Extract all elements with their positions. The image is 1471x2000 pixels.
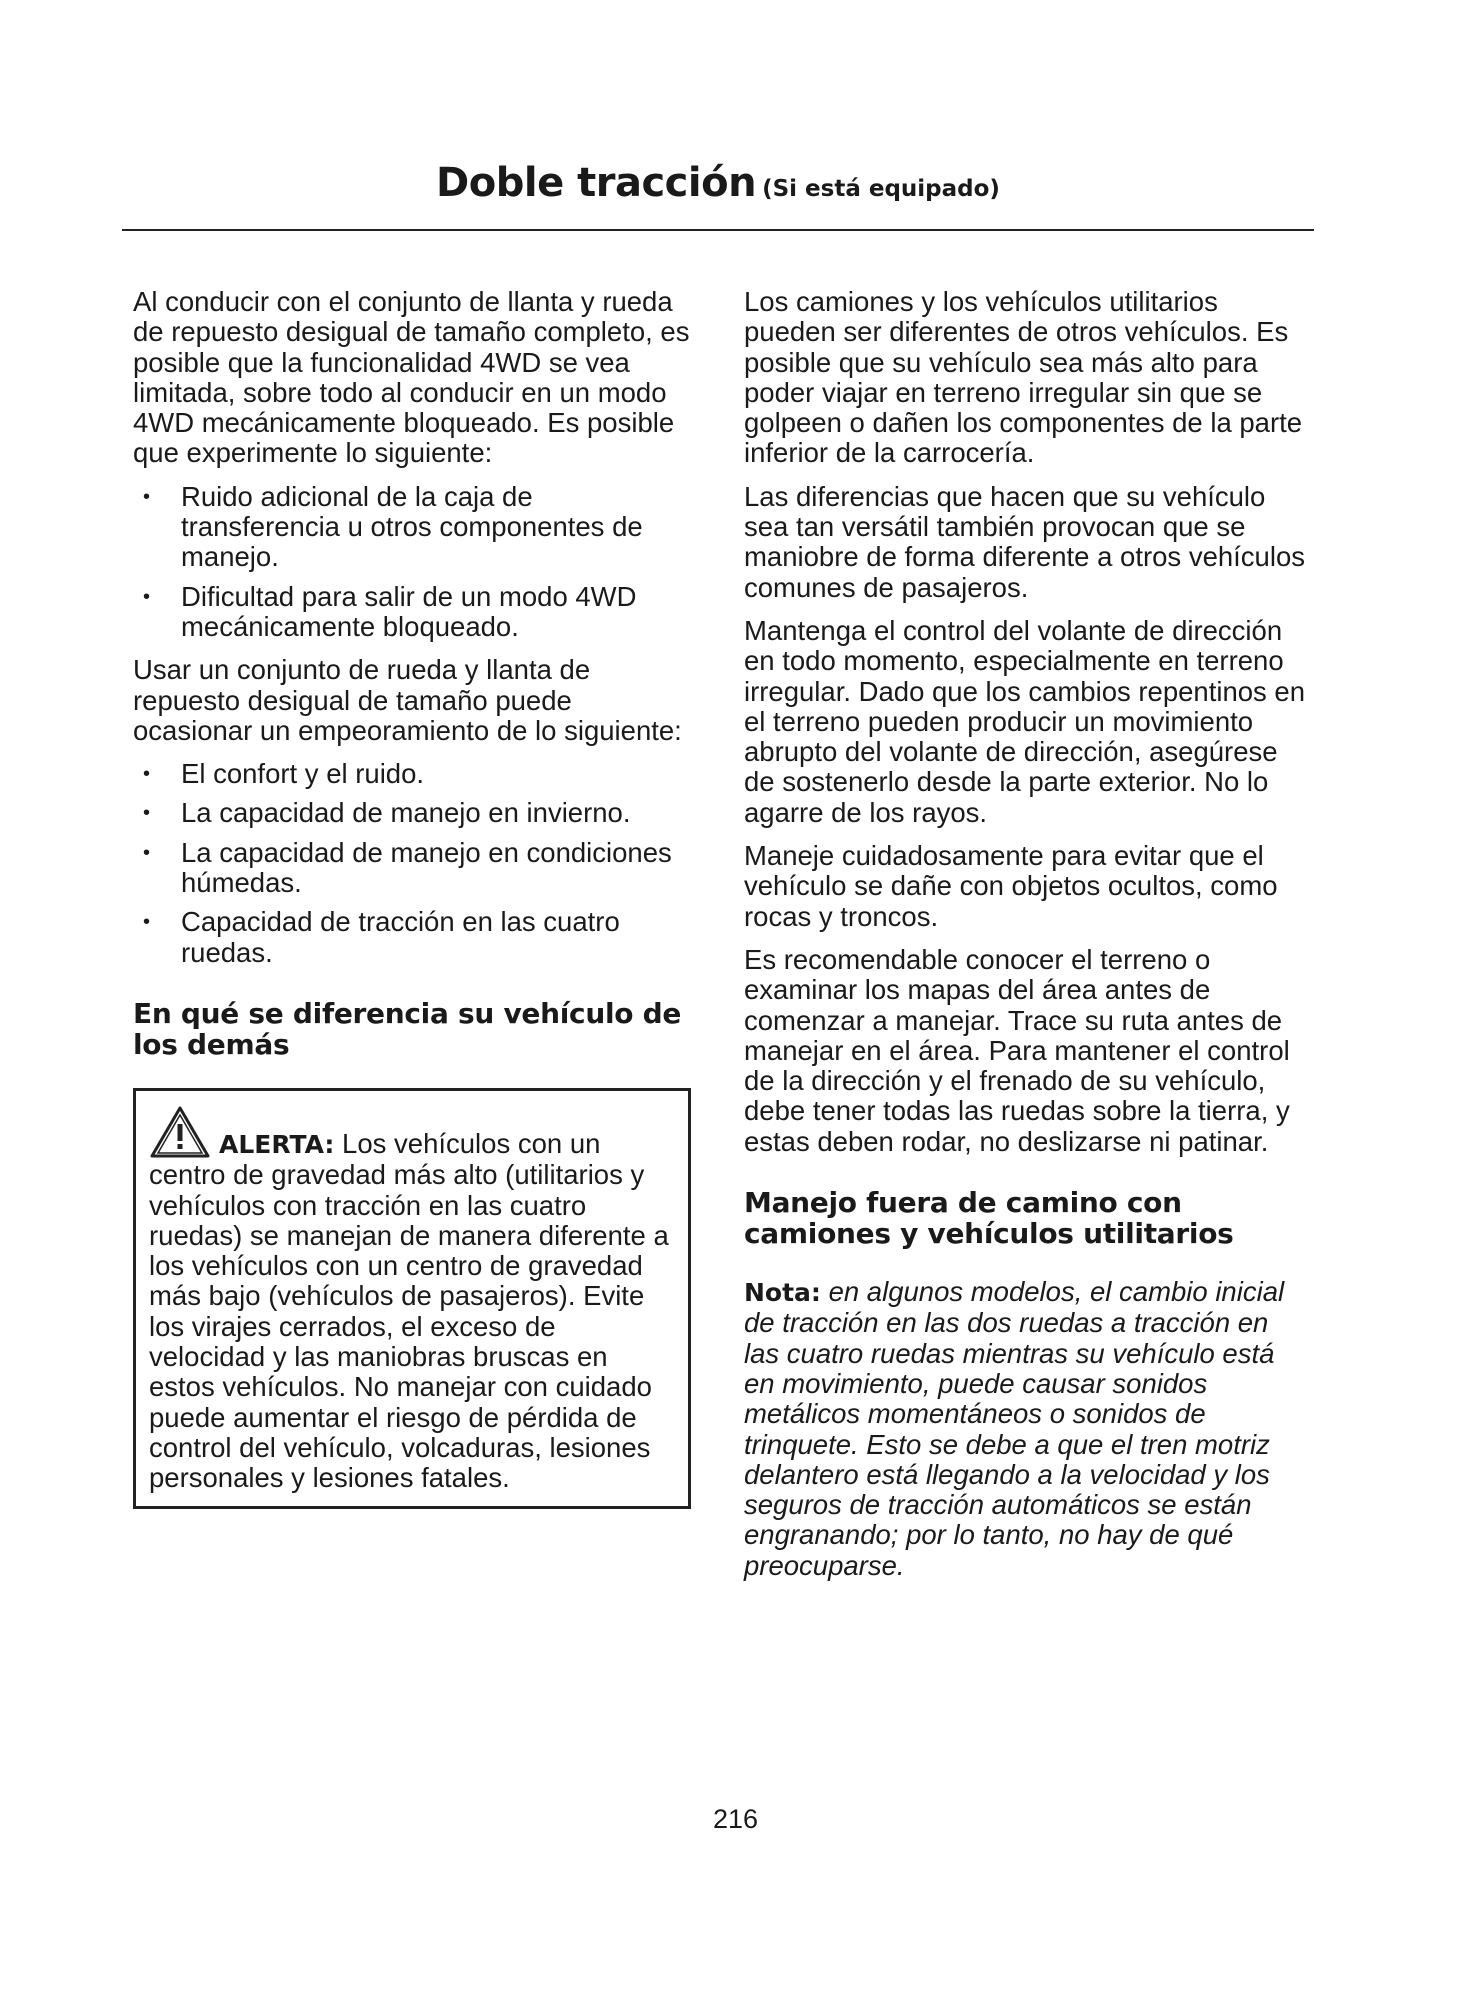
alert-label: ALERTA: [219, 1129, 335, 1159]
degradation-list [133, 759, 691, 968]
alert-box [133, 1088, 691, 1509]
header-divider [122, 229, 1314, 231]
paragraph: Mantenga el control del volante de dirección en todo momento, especialmente en terreno irregular. Dado que los cambios repentinos en el terreno pueden producir un movimiento abrupto del volante de dirección, asegúrese de sostenerlo desde la parte exterior. No lo agarre de los rayos. [744, 614, 1306, 828]
page-subtitle: (Si está equipado) [762, 176, 1000, 202]
warning-triangle-icon [149, 1105, 211, 1159]
section-heading-offroad: Manejo fuera de camino con camiones y vehículos utilitarios [744, 1186, 1234, 1251]
spare-tire-paragraph: Usar un conjunto de rueda y llanta de repuesto desigual de tamaño puede ocasionar un empeoramiento de lo siguiente: [133, 654, 682, 746]
paragraph: Es recomendable conocer el terreno o examinar los mapas del área antes de comenzar a manejar. Trace su ruta antes de manejar en el área. Para mantener el control de la dirección y el frenado de su vehículo, debe tener todas las ruedas sobre la tierra, y estas deben rodar, no deslizarse ni patinar. [744, 943, 1290, 1157]
paragraph: Maneje cuidadosamente para evitar que el vehículo se dañe con objetos ocultos, como rocas y troncos. [744, 840, 1278, 932]
page-title: Doble tracción [436, 160, 757, 206]
paragraph: Los camiones y los vehículos utilitarios pueden ser diferentes de otros vehículos. Es posible que su vehículo sea más alto para poder viajar en terreno irregular sin que se golpeen o dañen los componentes de la parte inferior de la carrocería. [744, 286, 1303, 469]
list-item: • Ruido adicional de la caja de transferencia u otros componentes de manejo. [133, 482, 691, 573]
list-item: • Dificultad para salir de un modo 4WD mecánicamente bloqueado. [133, 582, 691, 643]
page-header [122, 160, 1314, 206]
section-heading-differences: En qué se diferencia su vehículo de los demás [133, 996, 682, 1061]
note-label: Nota: [744, 1278, 821, 1308]
paragraph: Las diferencias que hacen que su vehículo sea tan versátil también provocan que se maniobre de forma diferente a otros vehículos comunes de pasajeros. [744, 480, 1305, 603]
list-item: • Capacidad de tracción en las cuatro ruedas. [133, 907, 691, 968]
note-text: en algunos modelos, el cambio inicial de tracción en las dos ruedas a tracción en las cuatro ruedas mientras su vehículo está en movimiento, puede causar sonidos metálicos momentáneos o sonidos de trinquete. Esto se debe a que el tren motriz delantero está llegando a la velocidad y los seguros de tracción automáticos se están engranando; por lo tanto, no hay de qué preocuparse. [744, 1276, 1285, 1581]
left-column [133, 287, 691, 1509]
intro-paragraph: Al conducir con el conjunto de llanta y rueda de repuesto desigual de tamaño completo, es posible que la funcionalidad 4WD se vea limitada, sobre todo al conducir en un modo 4WD mecánicamente bloqueado. Es posible que experimente lo siguiente: [133, 286, 690, 469]
right-column [744, 287, 1308, 1594]
alert-text: Los vehículos con un centro de gravedad más alto (utilitarios y vehículos con tracción en las cuatro ruedas) se manejan de manera diferente a los vehículos con un centro de gravedad más bajo (vehículos de pasajeros). Evite los virajes cerrados, el exceso de velocidad y las maniobras bruscas en estos vehículos. No manejar con cuidado puede aumentar el riesgo de pérdida de control del vehículo, volcaduras, lesiones personales y lesiones fatales. [149, 1127, 669, 1494]
note-paragraph [744, 1277, 1308, 1581]
list-item: • La capacidad de manejo en invierno. [133, 798, 691, 828]
page-number: 216 [712, 1804, 759, 1834]
list-item: • El confort y el ruido. [133, 759, 691, 789]
list-item: • La capacidad de manejo en condiciones húmedas. [133, 838, 691, 899]
effects-list [133, 482, 691, 642]
